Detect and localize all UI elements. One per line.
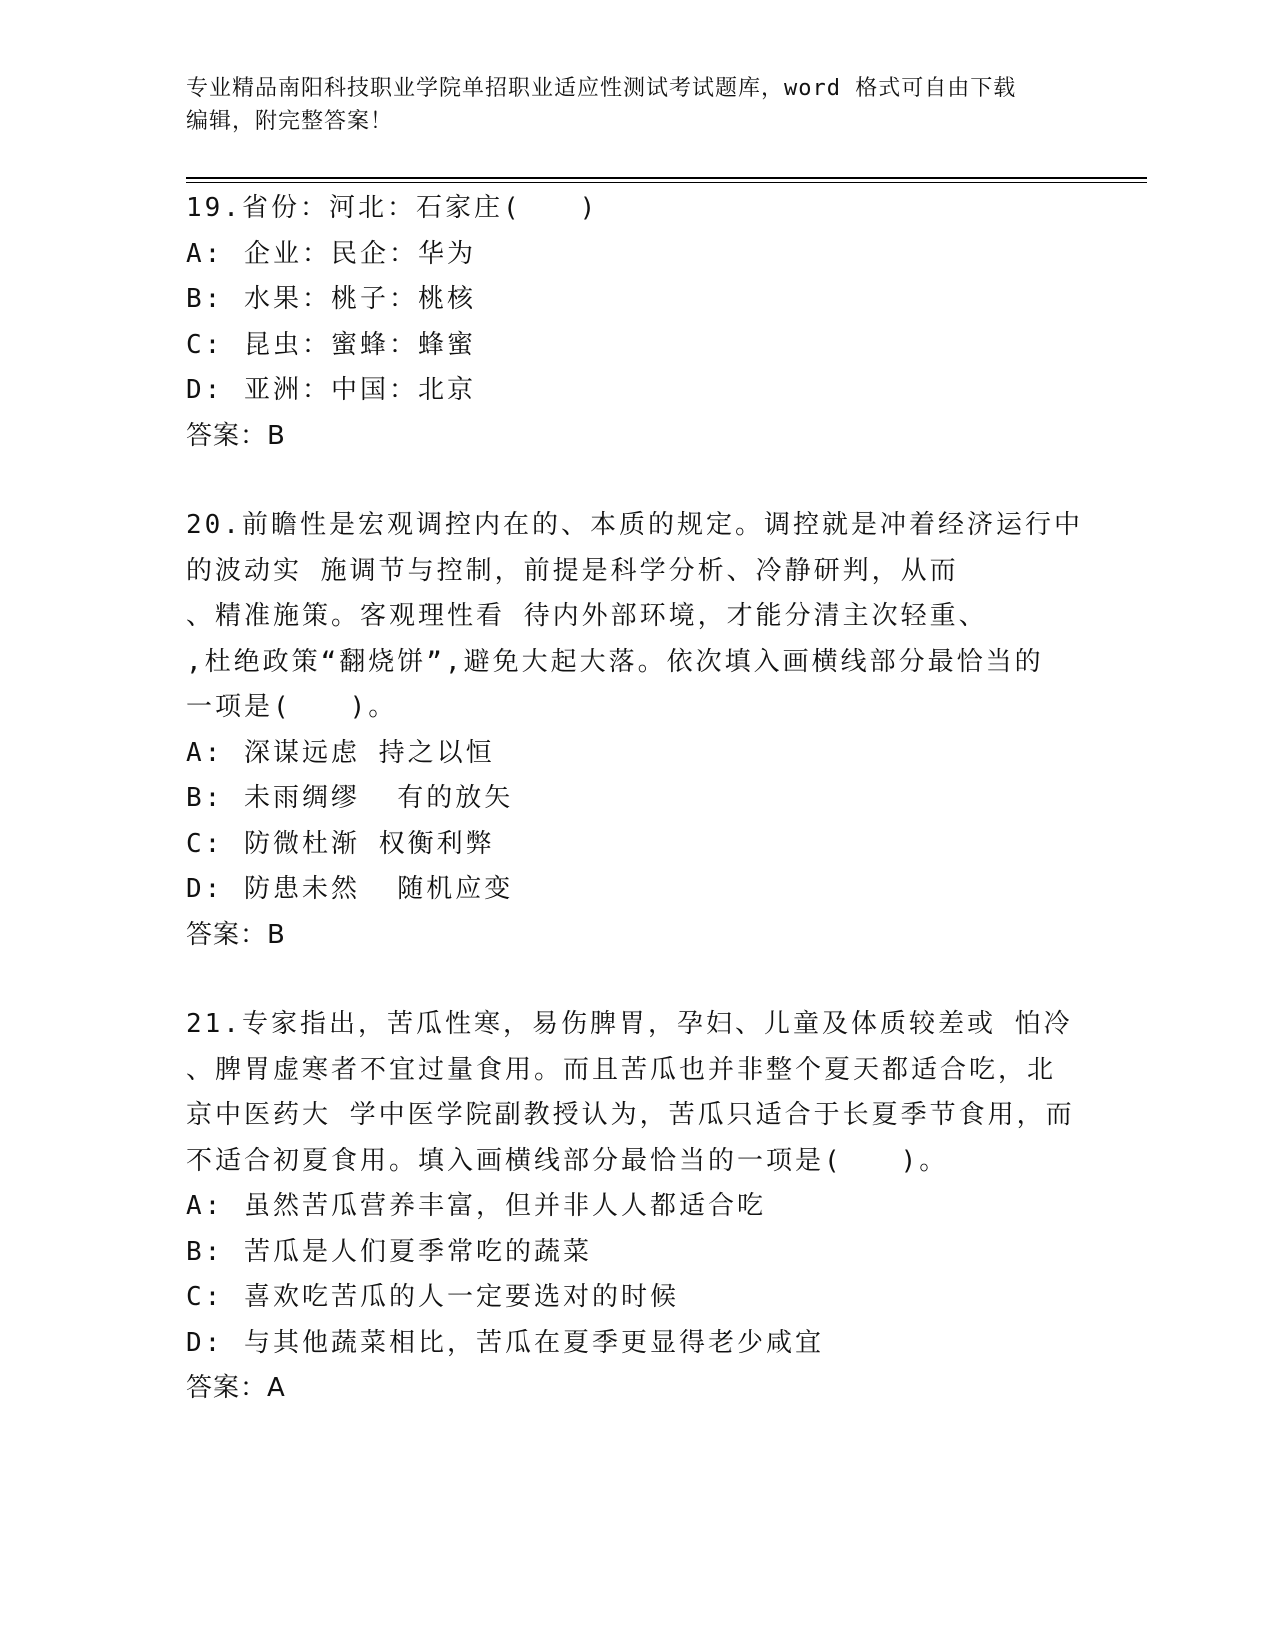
question-stem-line: 一项是( )。 — [186, 692, 398, 722]
answer-line: 答案：B — [186, 919, 286, 950]
header-divider-thick — [186, 177, 1147, 179]
header-divider-thin — [186, 182, 1147, 183]
option-text: 水果：桃子：桃核 — [244, 284, 477, 314]
option-a — [186, 731, 1086, 777]
option-text: 企业：民企：华为 — [244, 238, 477, 269]
question-stem-line: ,杜绝政策“翻烧饼”,避免大起大落。依次填入画横线部分最恰当的 — [186, 646, 1044, 677]
option-d — [186, 1321, 1086, 1367]
question-spacer — [186, 459, 1086, 503]
option-d — [186, 368, 1086, 414]
question-20 — [186, 503, 1086, 958]
option-letter: D: — [186, 375, 224, 405]
option-letter: C: — [186, 329, 224, 360]
option-c — [186, 1275, 1086, 1321]
option-letter: A: — [186, 737, 224, 768]
question-spacer — [186, 958, 1086, 1002]
answer-line: 答案：A — [186, 1373, 286, 1403]
question-19 — [186, 186, 1086, 459]
header-line-2: 编辑，附完整答案！ — [186, 109, 394, 134]
question-stem-line: 21.专家指出，苦瓜性寒，易伤脾胃，孕妇、儿童及体质较差或 怕冷 — [186, 1009, 1073, 1039]
option-text: 防患未然 随机应变 — [244, 874, 514, 904]
question-stem-line: 不适合初夏食用。填入画横线部分最恰当的一项是( )。 — [186, 1145, 949, 1176]
option-d — [186, 867, 1086, 913]
option-text: 亚洲：中国：北京 — [244, 375, 477, 405]
question-stem-line: 、脾胃虚寒者不宜过量食用。而且苦瓜也并非整个夏天都适合吃，北 — [186, 1054, 1057, 1085]
option-b — [186, 1230, 1086, 1276]
question-21 — [186, 1002, 1086, 1412]
question-stem-line: 20.前瞻性是宏观调控内在的、本质的规定。调控就是冲着经济运行中 — [186, 510, 1083, 540]
question-stem-line: 京中医药大 学中医学院副教授认为，苦瓜只适合于长夏季节食用，而 — [186, 1100, 1075, 1130]
question-stem-line: 19.省份：河北：石家庄( ) — [186, 193, 599, 223]
answer-line: 答案：B — [186, 420, 286, 451]
option-letter: D: — [186, 1327, 224, 1358]
question-stem-line: 的波动实 施调节与控制，前提是科学分析、冷静研判，从而 — [186, 555, 959, 586]
option-letter: A: — [186, 1191, 224, 1221]
option-text: 虽然苦瓜营养丰富，但并非人人都适合吃 — [244, 1191, 767, 1221]
option-text: 防微杜渐 权衡利弊 — [244, 828, 495, 859]
option-text: 未雨绸缪 有的放矢 — [244, 783, 514, 813]
option-text: 深谋远虑 持之以恒 — [244, 737, 495, 768]
option-letter: C: — [186, 1282, 224, 1312]
option-letter: A: — [186, 238, 224, 269]
question-list — [186, 186, 1086, 1412]
option-letter: C: — [186, 828, 224, 859]
option-c — [186, 822, 1086, 868]
option-b — [186, 776, 1086, 822]
document-header — [186, 72, 1086, 138]
option-letter: B: — [186, 284, 224, 314]
option-letter: D: — [186, 874, 224, 904]
option-text: 苦瓜是人们夏季常吃的蔬菜 — [244, 1236, 593, 1267]
option-a — [186, 232, 1086, 278]
header-line-1: 专业精品南阳科技职业学院单招职业适应性测试考试题库，word 格式可自由下载 — [186, 76, 1017, 101]
option-letter: B: — [186, 1236, 224, 1267]
option-text: 喜欢吃苦瓜的人一定要选对的时候 — [244, 1282, 680, 1312]
option-text: 昆虫：蜜蜂：蜂蜜 — [244, 329, 477, 360]
question-stem-line: 、精准施策。客观理性看 待内外部环境，才能分清主次轻重、 — [186, 601, 988, 631]
option-c — [186, 323, 1086, 369]
option-a — [186, 1184, 1086, 1230]
option-b — [186, 277, 1086, 323]
option-letter: B: — [186, 783, 224, 813]
option-text: 与其他蔬菜相比，苦瓜在夏季更显得老少咸宜 — [244, 1327, 825, 1358]
